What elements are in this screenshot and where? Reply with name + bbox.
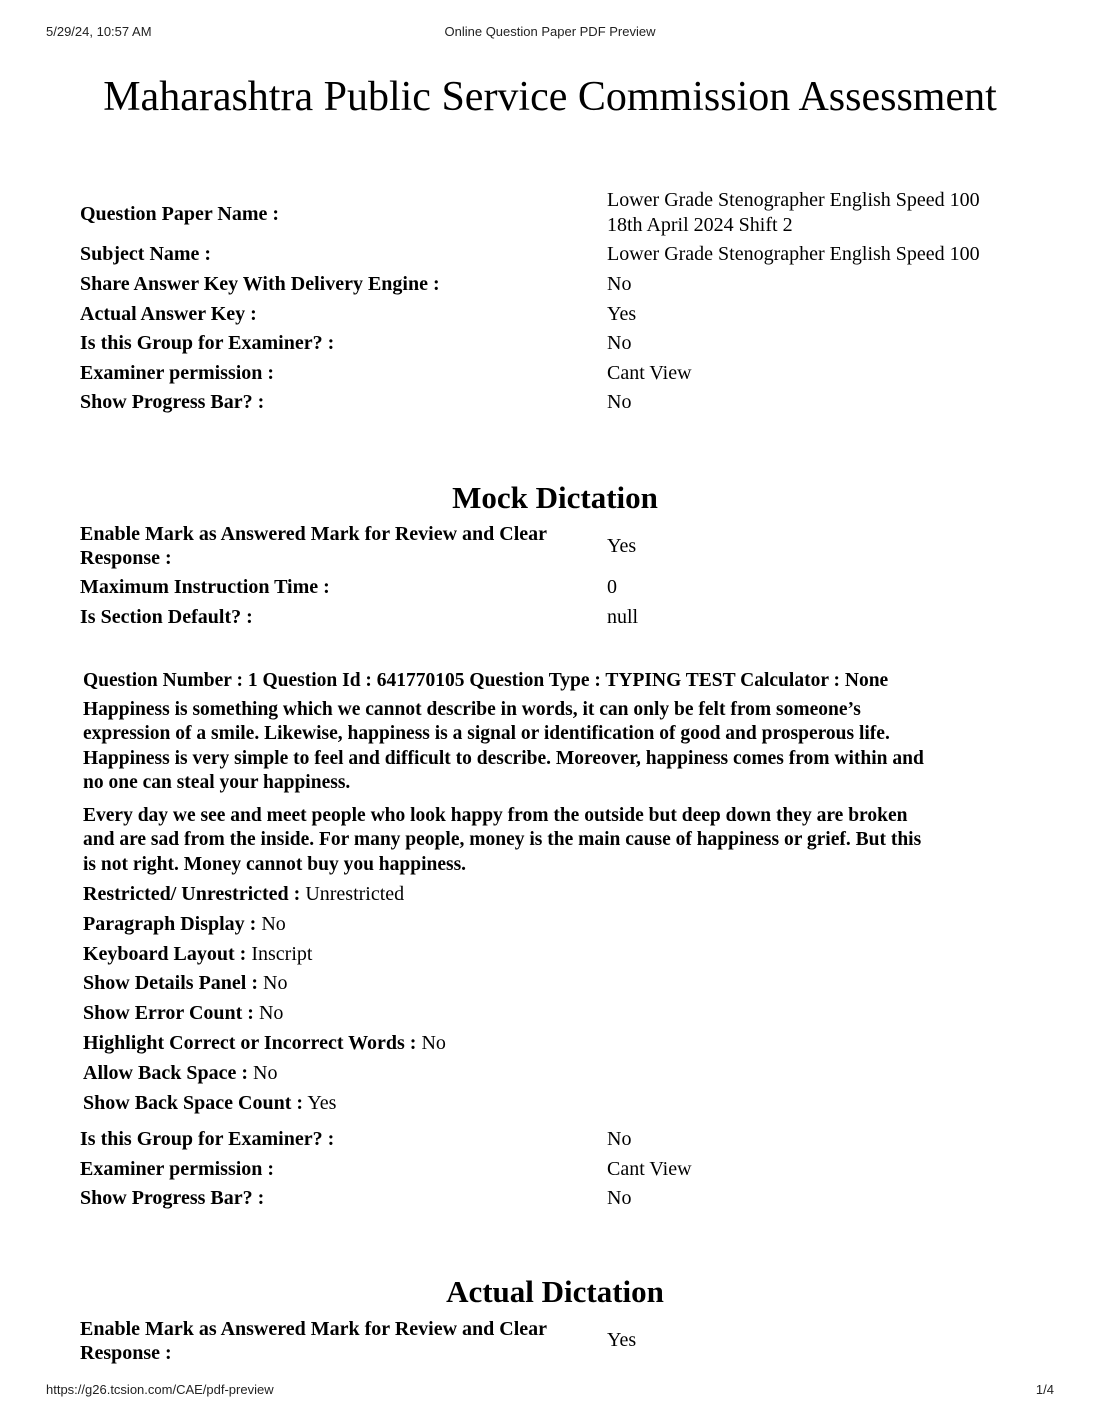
- property-value: Inscript: [251, 942, 313, 965]
- property-label: Show Back Space Count :: [83, 1091, 304, 1114]
- passage-line: and are sad from the inside. For many people, money is the main cause of happiness or grief. But this: [83, 829, 922, 850]
- setting-row-mark-as-answered: [80, 1317, 1040, 1370]
- group-value: No: [607, 1187, 632, 1209]
- info-label: Question Paper Name :: [80, 203, 280, 225]
- property-value: Yes: [307, 1091, 337, 1114]
- passage-line: expression of a smile. Likewise, happiness is a signal or identification of good and prosperous life.: [83, 723, 890, 744]
- info-value: No: [607, 391, 632, 413]
- print-header: [0, 24, 1100, 44]
- property-row: [83, 1059, 1023, 1089]
- info-value: Lower Grade Stenographer English Speed 100: [607, 243, 980, 265]
- info-row-show-progress-bar: [80, 390, 1040, 420]
- group-row-examiner: [80, 1127, 1040, 1157]
- mock-section-settings: [80, 522, 1040, 634]
- passage-line: Every day we see and meet people who look happy from the outside but deep down they are broken: [83, 804, 908, 826]
- property-label: Highlight Correct or Incorrect Words :: [83, 1031, 417, 1054]
- property-row: [83, 910, 1023, 940]
- property-row: [83, 969, 1023, 999]
- passage-line: no one can steal your happiness.: [83, 772, 351, 793]
- info-value: Cant View: [607, 361, 692, 384]
- question-properties: [83, 880, 1023, 1118]
- question-header: Question Number : 1 Question Id : 641770105 Question Type : TYPING TEST Calculator : None: [83, 670, 889, 691]
- print-page-number: 1/4: [1035, 1382, 1054, 1397]
- property-label: Paragraph Display :: [83, 912, 257, 935]
- setting-label: Is Section Default? :: [80, 605, 253, 628]
- info-value: No: [607, 273, 632, 295]
- section-title-actual-dictation: Actual Dictation: [446, 1274, 664, 1309]
- info-row-question-paper-name: [80, 188, 1040, 242]
- info-row-group-for-examiner: [80, 331, 1040, 361]
- group-row-progress-bar: [80, 1186, 1040, 1216]
- print-datetime: 5/29/24, 10:57 AM: [46, 24, 152, 39]
- group-row-examiner-permission: [80, 1157, 1040, 1187]
- property-label: Show Error Count :: [83, 1002, 254, 1025]
- setting-label-line2: Response :: [80, 1342, 172, 1364]
- setting-value: null: [607, 605, 639, 628]
- section-title-mock-dictation: Mock Dictation: [452, 480, 658, 515]
- property-row: [83, 1089, 1023, 1119]
- info-row-share-answer-key: [80, 272, 1040, 302]
- setting-label: Maximum Instruction Time :: [80, 576, 330, 598]
- info-label: Is this Group for Examiner? :: [80, 332, 335, 354]
- info-row-subject-name: [80, 242, 1040, 272]
- passage-line: Happiness is something which we cannot describe in words, it can only be felt from someone’s: [83, 698, 861, 720]
- property-label: Allow Back Space :: [83, 1061, 248, 1084]
- property-row: [83, 880, 1023, 910]
- passage-line: Happiness is very simple to feel and difficult to describe. Moreover, happiness comes from within and: [83, 747, 924, 769]
- info-value: Yes: [607, 302, 637, 325]
- info-value-line2: 18th April 2024 Shift 2: [607, 214, 793, 236]
- print-page-title: Online Question Paper PDF Preview: [444, 24, 656, 39]
- setting-value: 0: [607, 576, 617, 598]
- property-row: [83, 1029, 1023, 1059]
- setting-row-mark-as-answered: [80, 522, 1040, 575]
- group-label: Examiner permission :: [80, 1157, 275, 1180]
- property-value: Unrestricted: [305, 883, 405, 905]
- property-row: [83, 940, 1023, 970]
- actual-section-settings: [80, 1317, 1040, 1370]
- info-label: Share Answer Key With Delivery Engine :: [80, 273, 440, 295]
- document-title: Maharashtra Public Service Commission Assessment: [103, 74, 997, 120]
- setting-label-line2: Response :: [80, 547, 172, 569]
- property-label: Show Details Panel :: [83, 972, 258, 995]
- info-value: Lower Grade Stenographer English Speed 100: [607, 189, 980, 211]
- property-value: No: [258, 1002, 284, 1025]
- setting-label: Enable Mark as Answered Mark for Review and Clear: [80, 1318, 548, 1340]
- print-footer: [0, 1382, 1100, 1402]
- group-value: No: [607, 1128, 632, 1150]
- setting-value: Yes: [607, 535, 637, 557]
- question-block: [83, 669, 1023, 1118]
- property-value: No: [261, 912, 286, 935]
- group-label: Is this Group for Examiner? :: [80, 1128, 335, 1150]
- info-label: Subject Name :: [80, 243, 212, 265]
- info-label: Actual Answer Key :: [80, 302, 257, 325]
- group-value: Cant View: [607, 1157, 692, 1180]
- info-value: No: [607, 332, 632, 354]
- property-value: No: [253, 1061, 278, 1084]
- setting-value: Yes: [607, 1329, 637, 1351]
- group-label: Show Progress Bar? :: [80, 1187, 265, 1209]
- property-value: No: [421, 1031, 446, 1054]
- passage-line: is not right. Money cannot buy you happiness.: [83, 853, 467, 875]
- info-label: Show Progress Bar? :: [80, 391, 265, 413]
- info-row-examiner-permission: [80, 361, 1040, 391]
- mock-group-info: [80, 1127, 1040, 1216]
- setting-row-max-instruction-time: [80, 575, 1040, 605]
- property-value: No: [263, 972, 288, 995]
- question-passage-paragraph-2: [83, 804, 1023, 878]
- setting-row-section-default: [80, 605, 1040, 635]
- info-label: Examiner permission :: [80, 361, 275, 384]
- paper-info-table: [80, 188, 1040, 420]
- setting-label: Enable Mark as Answered Mark for Review and Clear: [80, 523, 548, 545]
- question-passage-paragraph-1: [83, 698, 1023, 796]
- property-label: Restricted/ Unrestricted :: [83, 883, 301, 905]
- print-url: https://g26.tcsion.com/CAE/pdf-preview: [46, 1382, 274, 1397]
- property-label: Keyboard Layout :: [83, 942, 247, 965]
- info-row-actual-answer-key: [80, 302, 1040, 332]
- property-row: [83, 999, 1023, 1029]
